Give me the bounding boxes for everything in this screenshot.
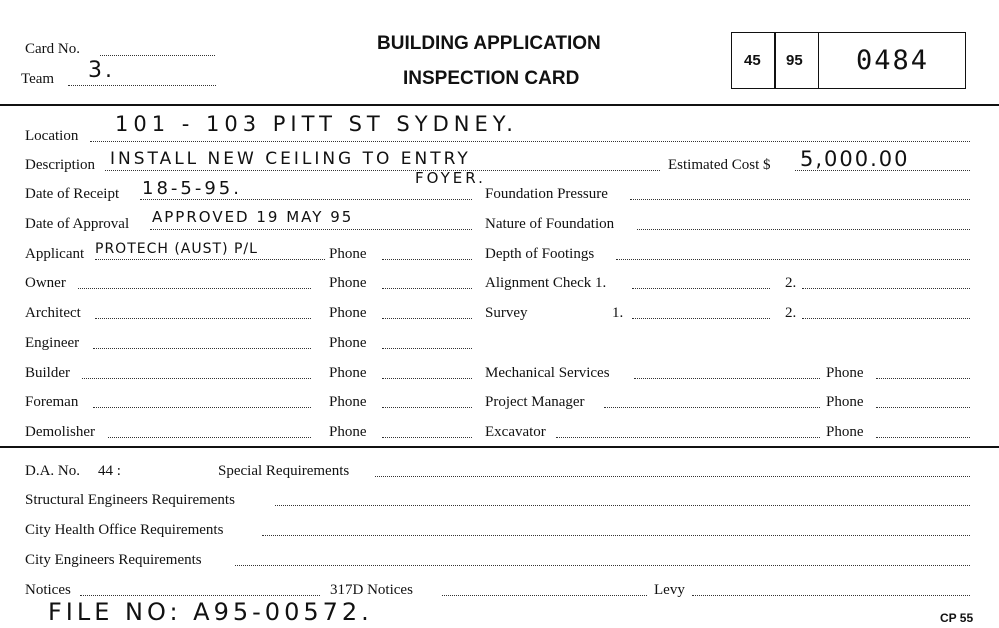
- architect-label: Architect: [25, 305, 81, 321]
- architect-phone-field[interactable]: [382, 318, 472, 319]
- box-b-value: 95: [786, 52, 803, 69]
- mechanical-services-field[interactable]: [634, 378, 820, 379]
- team-label: Team: [21, 71, 55, 87]
- engineer-field[interactable]: [93, 348, 311, 349]
- location-label: Location: [25, 128, 79, 144]
- health-requirements-field[interactable]: [262, 535, 970, 536]
- nature-foundation-label: Nature of Foundation: [485, 216, 615, 232]
- box-a-value: 45: [744, 52, 761, 69]
- estimated-cost-field[interactable]: [795, 170, 970, 171]
- location-value: 101 - 103 PITT ST SYDNEY.: [115, 112, 518, 136]
- date-approval-label: Date of Approval: [25, 216, 130, 232]
- project-manager-label: Project Manager: [485, 394, 585, 410]
- special-requirements-label: Special Requirements: [218, 463, 350, 479]
- depth-footings-label: Depth of Footings: [485, 246, 595, 262]
- title-line-2: INSPECTION CARD: [403, 68, 580, 89]
- engineer-phone-field[interactable]: [382, 348, 472, 349]
- applicant-label: Applicant: [25, 246, 85, 262]
- levy-label: Levy: [654, 582, 685, 598]
- form-code: CP 55: [940, 611, 974, 625]
- excavator-phone-field[interactable]: [876, 437, 970, 438]
- card-number: 0484: [856, 45, 930, 76]
- builder-phone-field[interactable]: [382, 378, 472, 379]
- alignment-check-label: Alignment Check 1.: [485, 275, 607, 291]
- nature-foundation-field[interactable]: [637, 229, 970, 230]
- card-no-field[interactable]: [100, 55, 215, 56]
- excavator-label: Excavator: [485, 424, 546, 440]
- da-no-value: 44 :: [98, 463, 121, 479]
- notices-field[interactable]: [80, 595, 320, 596]
- date-receipt-value: 18-5-95.: [142, 178, 242, 199]
- description-field[interactable]: [105, 170, 660, 171]
- title-line-1: BUILDING APPLICATION: [377, 33, 601, 54]
- project-manager-phone-field[interactable]: [876, 407, 970, 408]
- mechanical-services-label: Mechanical Services: [485, 365, 610, 381]
- demolisher-phone-label: Phone: [329, 424, 367, 440]
- foundation-pressure-field[interactable]: [630, 199, 970, 200]
- location-field[interactable]: [90, 141, 970, 142]
- demolisher-field[interactable]: [108, 437, 311, 438]
- foreman-field[interactable]: [93, 407, 311, 408]
- survey-label: Survey: [485, 305, 528, 321]
- survey-1-label: 1.: [612, 305, 624, 321]
- da-no-label: D.A. No.: [25, 463, 80, 479]
- health-requirements-label: City Health Office Requirements: [25, 522, 224, 538]
- description-value-cont: FOYER.: [415, 169, 486, 187]
- date-receipt-field[interactable]: [140, 199, 472, 200]
- middle-divider: [0, 446, 999, 448]
- owner-field[interactable]: [78, 288, 311, 289]
- owner-label: Owner: [25, 275, 66, 291]
- depth-footings-field[interactable]: [616, 259, 970, 260]
- architect-phone-label: Phone: [329, 305, 367, 321]
- engineer-label: Engineer: [25, 335, 80, 351]
- mechanical-phone-label: Phone: [826, 365, 864, 381]
- card-no-label: Card No.: [25, 41, 80, 57]
- builder-label: Builder: [25, 365, 70, 381]
- city-engineers-requirements-label: City Engineers Requirements: [25, 552, 202, 568]
- 317d-notices-field[interactable]: [442, 595, 647, 596]
- description-label: Description: [25, 157, 95, 173]
- special-requirements-field[interactable]: [375, 476, 970, 477]
- team-field[interactable]: [68, 85, 216, 86]
- owner-phone-field[interactable]: [382, 288, 472, 289]
- excavator-field[interactable]: [556, 437, 820, 438]
- structural-requirements-field[interactable]: [275, 505, 970, 506]
- alignment-check-2-label: 2.: [785, 275, 797, 291]
- top-divider: [0, 104, 999, 106]
- file-number: FILE NO: A95-00572.: [48, 598, 373, 626]
- applicant-value: PROTECH (AUST) P/L: [95, 241, 258, 257]
- applicant-phone-label: Phone: [329, 246, 367, 262]
- owner-phone-label: Phone: [329, 275, 367, 291]
- mechanical-phone-field[interactable]: [876, 378, 970, 379]
- project-manager-phone-label: Phone: [826, 394, 864, 410]
- 317d-notices-label: 317D Notices: [330, 582, 413, 598]
- estimated-cost-label: Estimated Cost $: [668, 157, 771, 173]
- date-approval-field[interactable]: [150, 229, 472, 230]
- date-approval-value: APPROVED 19 MAY 95: [152, 208, 354, 226]
- architect-field[interactable]: [95, 318, 311, 319]
- notices-label: Notices: [25, 582, 71, 598]
- survey-2-field[interactable]: [802, 318, 970, 319]
- city-engineers-requirements-field[interactable]: [235, 565, 970, 566]
- demolisher-phone-field[interactable]: [382, 437, 472, 438]
- date-receipt-label: Date of Receipt: [25, 186, 120, 202]
- levy-field[interactable]: [692, 595, 970, 596]
- alignment-check-2-field[interactable]: [802, 288, 970, 289]
- alignment-check-1-field[interactable]: [632, 288, 770, 289]
- demolisher-label: Demolisher: [25, 424, 95, 440]
- builder-field[interactable]: [82, 378, 311, 379]
- project-manager-field[interactable]: [604, 407, 820, 408]
- engineer-phone-label: Phone: [329, 335, 367, 351]
- builder-phone-label: Phone: [329, 365, 367, 381]
- excavator-phone-label: Phone: [826, 424, 864, 440]
- foreman-phone-field[interactable]: [382, 407, 472, 408]
- foreman-phone-label: Phone: [329, 394, 367, 410]
- foundation-pressure-label: Foundation Pressure: [485, 186, 608, 202]
- applicant-field[interactable]: [95, 259, 325, 260]
- survey-2-label: 2.: [785, 305, 797, 321]
- foreman-label: Foreman: [25, 394, 79, 410]
- estimated-cost-value: 5,000.00: [800, 147, 910, 171]
- description-value: INSTALL NEW CEILING TO ENTRY: [110, 149, 471, 169]
- survey-1-field[interactable]: [632, 318, 770, 319]
- applicant-phone-field[interactable]: [382, 259, 472, 260]
- team-value: 3.: [88, 58, 115, 83]
- structural-requirements-label: Structural Engineers Requirements: [25, 492, 235, 508]
